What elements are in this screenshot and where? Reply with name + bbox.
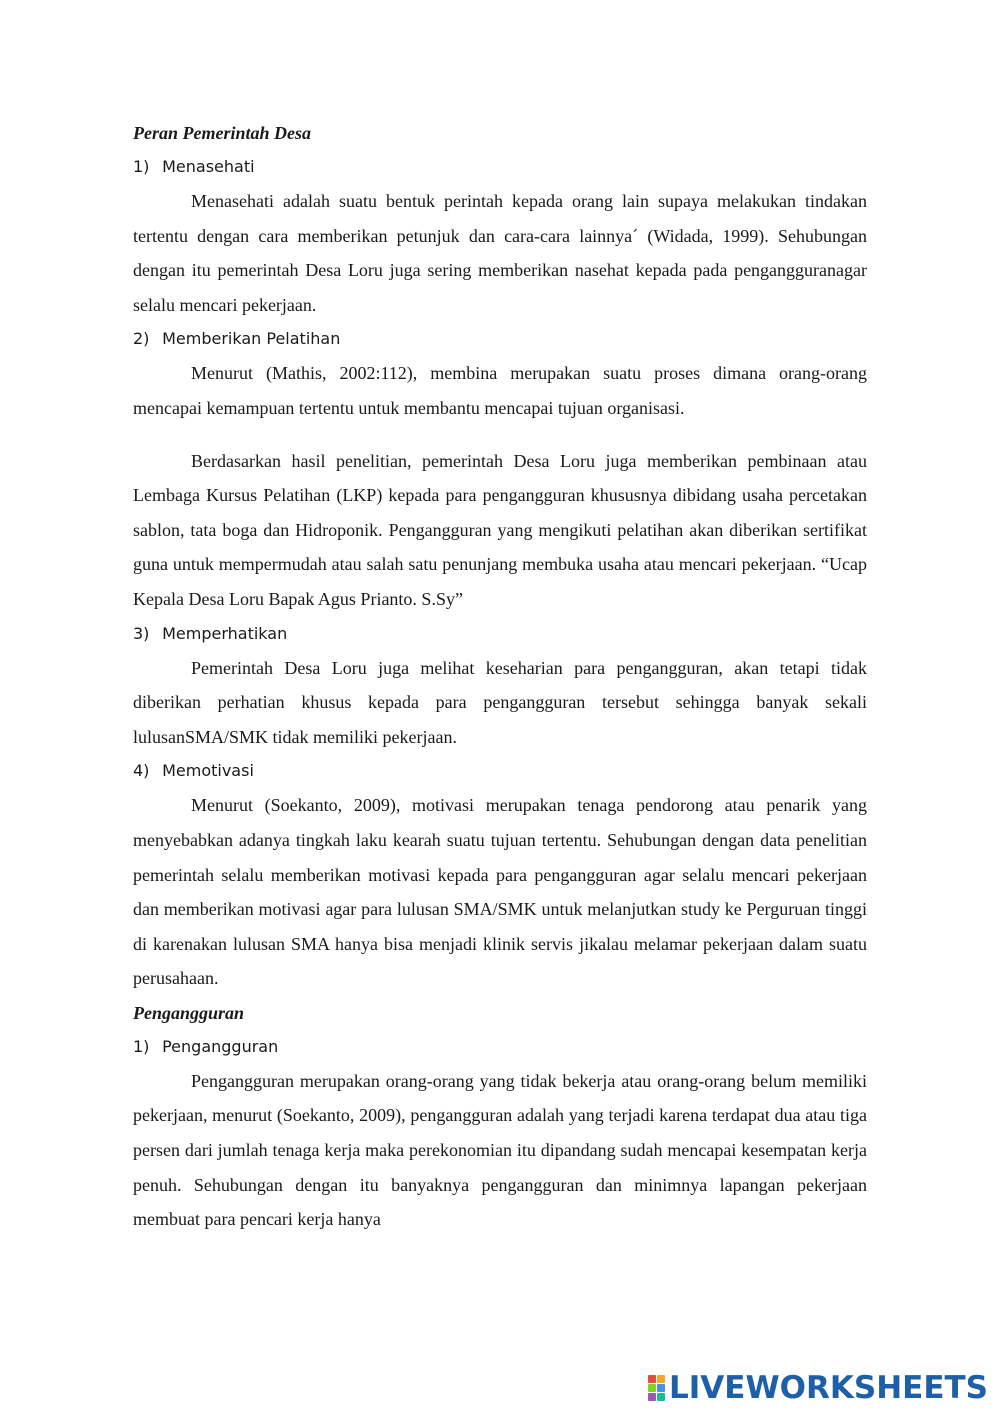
list-item-number: 4) (133, 761, 150, 781)
liveworksheets-logo[interactable] (648, 1370, 988, 1406)
paragraph-memperhatikan: Pemerintah Desa Loru juga melihat keseharian para pengangguran, akan tetapi tidak diberikan perhatian khusus kepada para pengangguran tersebut sehingga banyak sekali lulusanSMA/SMK tidak memiliki pekerjaan. (133, 657, 867, 747)
list-item-menasehati (133, 150, 867, 184)
list-item-memotivasi (133, 754, 867, 788)
list-item-number: 3) (133, 623, 150, 643)
list-item-number: 1) (133, 1036, 150, 1056)
list-item-pengangguran (133, 1030, 867, 1064)
logo-square (648, 1384, 656, 1392)
paragraph-pengangguran: Pengangguran merupakan orang-orang yang tidak bekerja atau orang-orang belum memiliki pekerjaan, menurut (Soekanto, 2009), pengangguran adalah yang terjadi karena terdapat dua atau tiga persen dari jumlah tenaga kerja maka perekonomian itu dipandang sudah mencapai kesempatan kerja penuh. Sehubungan dengan itu banyaknya pengangguran dan minimnya lapangan pekerjaan membuat para pencari kerja hanya (133, 1070, 867, 1230)
list-item-memperhatikan (133, 617, 867, 651)
list-item-title: Memberikan Pelatihan (162, 329, 341, 349)
section-heading-peran-pemerintah-desa: Peran Pemerintah Desa (133, 123, 311, 143)
logo-square (657, 1375, 665, 1383)
logo-square (657, 1384, 665, 1392)
paragraph-menasehati: Menasehati adalah suatu bentuk perintah kepada orang lain supaya melakukan tindakan tertentu dengan cara memberikan petunjuk dan cara-cara lainnya´ (Widada, 1999). Sehubungan dengan itu pemerintah Desa Loru juga sering memberikan nasehat kepada pada pengangguranagar selalu mencari pekerjaan. (133, 191, 867, 315)
logo-square (648, 1375, 656, 1383)
section-heading-pengangguran: Pengangguran (133, 1002, 245, 1023)
liveworksheets-logo-text: LIVEWORKSHEETS (669, 1370, 988, 1406)
list-item-title: Menasehati (162, 157, 255, 176)
list-item-memberikan-pelatihan (133, 322, 867, 356)
list-item-title: Memperhatikan (162, 623, 288, 643)
paragraph-memotivasi: Menurut (Soekanto, 2009), motivasi merupakan tenaga pendorong atau penarik yang menyebabkan adanya tingkah laku kearah suatu tujuan tertentu. Sehubungan dengan data penelitian pemerintah selalu memberikan motivasi kepada para pengangguran agar selalu mencari pekerjaan dan memberikan motivasi agar para lulusan SMA/SMK untuk melanjutkan study ke Perguruan tinggi di karenakan lulusan SMA hanya bisa menjadi klinik servis jikalau melamar pekerjaan dalam suatu perusahaan. (133, 795, 867, 989)
document-page (133, 116, 867, 1237)
paragraph-pelatihan-hasil: Berdasarkan hasil penelitian, pemerintah Desa Loru juga memberikan pembinaan atau Lembaga Kursus Pelatihan (LKP) kepada para pengangguran khususnya dibidang usaha percetakan sablon, tata boga dan Hidroponik. Pengangguran yang mengikuti pelatihan akan diberikan sertifikat guna untuk mempermudah atau salah satu penunjang membuka usaha atau mencari pekerjaan. “Ucap Kepala Desa Loru Bapak Agus Prianto. S.Sy” (133, 450, 867, 609)
paragraph-spacer (133, 426, 867, 444)
liveworksheets-logo-icon (648, 1375, 665, 1401)
logo-square (648, 1393, 656, 1401)
logo-square (657, 1393, 665, 1401)
list-item-title: Pengangguran (162, 1036, 279, 1056)
paragraph-pelatihan-definisi: Menurut (Mathis, 2002:112), membina merupakan suatu proses dimana orang-orang mencapai kemampuan tertentu untuk membantu mencapai tujuan organisasi. (133, 363, 867, 418)
list-item-number: 2) (133, 329, 150, 349)
list-item-title: Memotivasi (162, 761, 254, 781)
list-item-number: 1) (133, 157, 150, 176)
